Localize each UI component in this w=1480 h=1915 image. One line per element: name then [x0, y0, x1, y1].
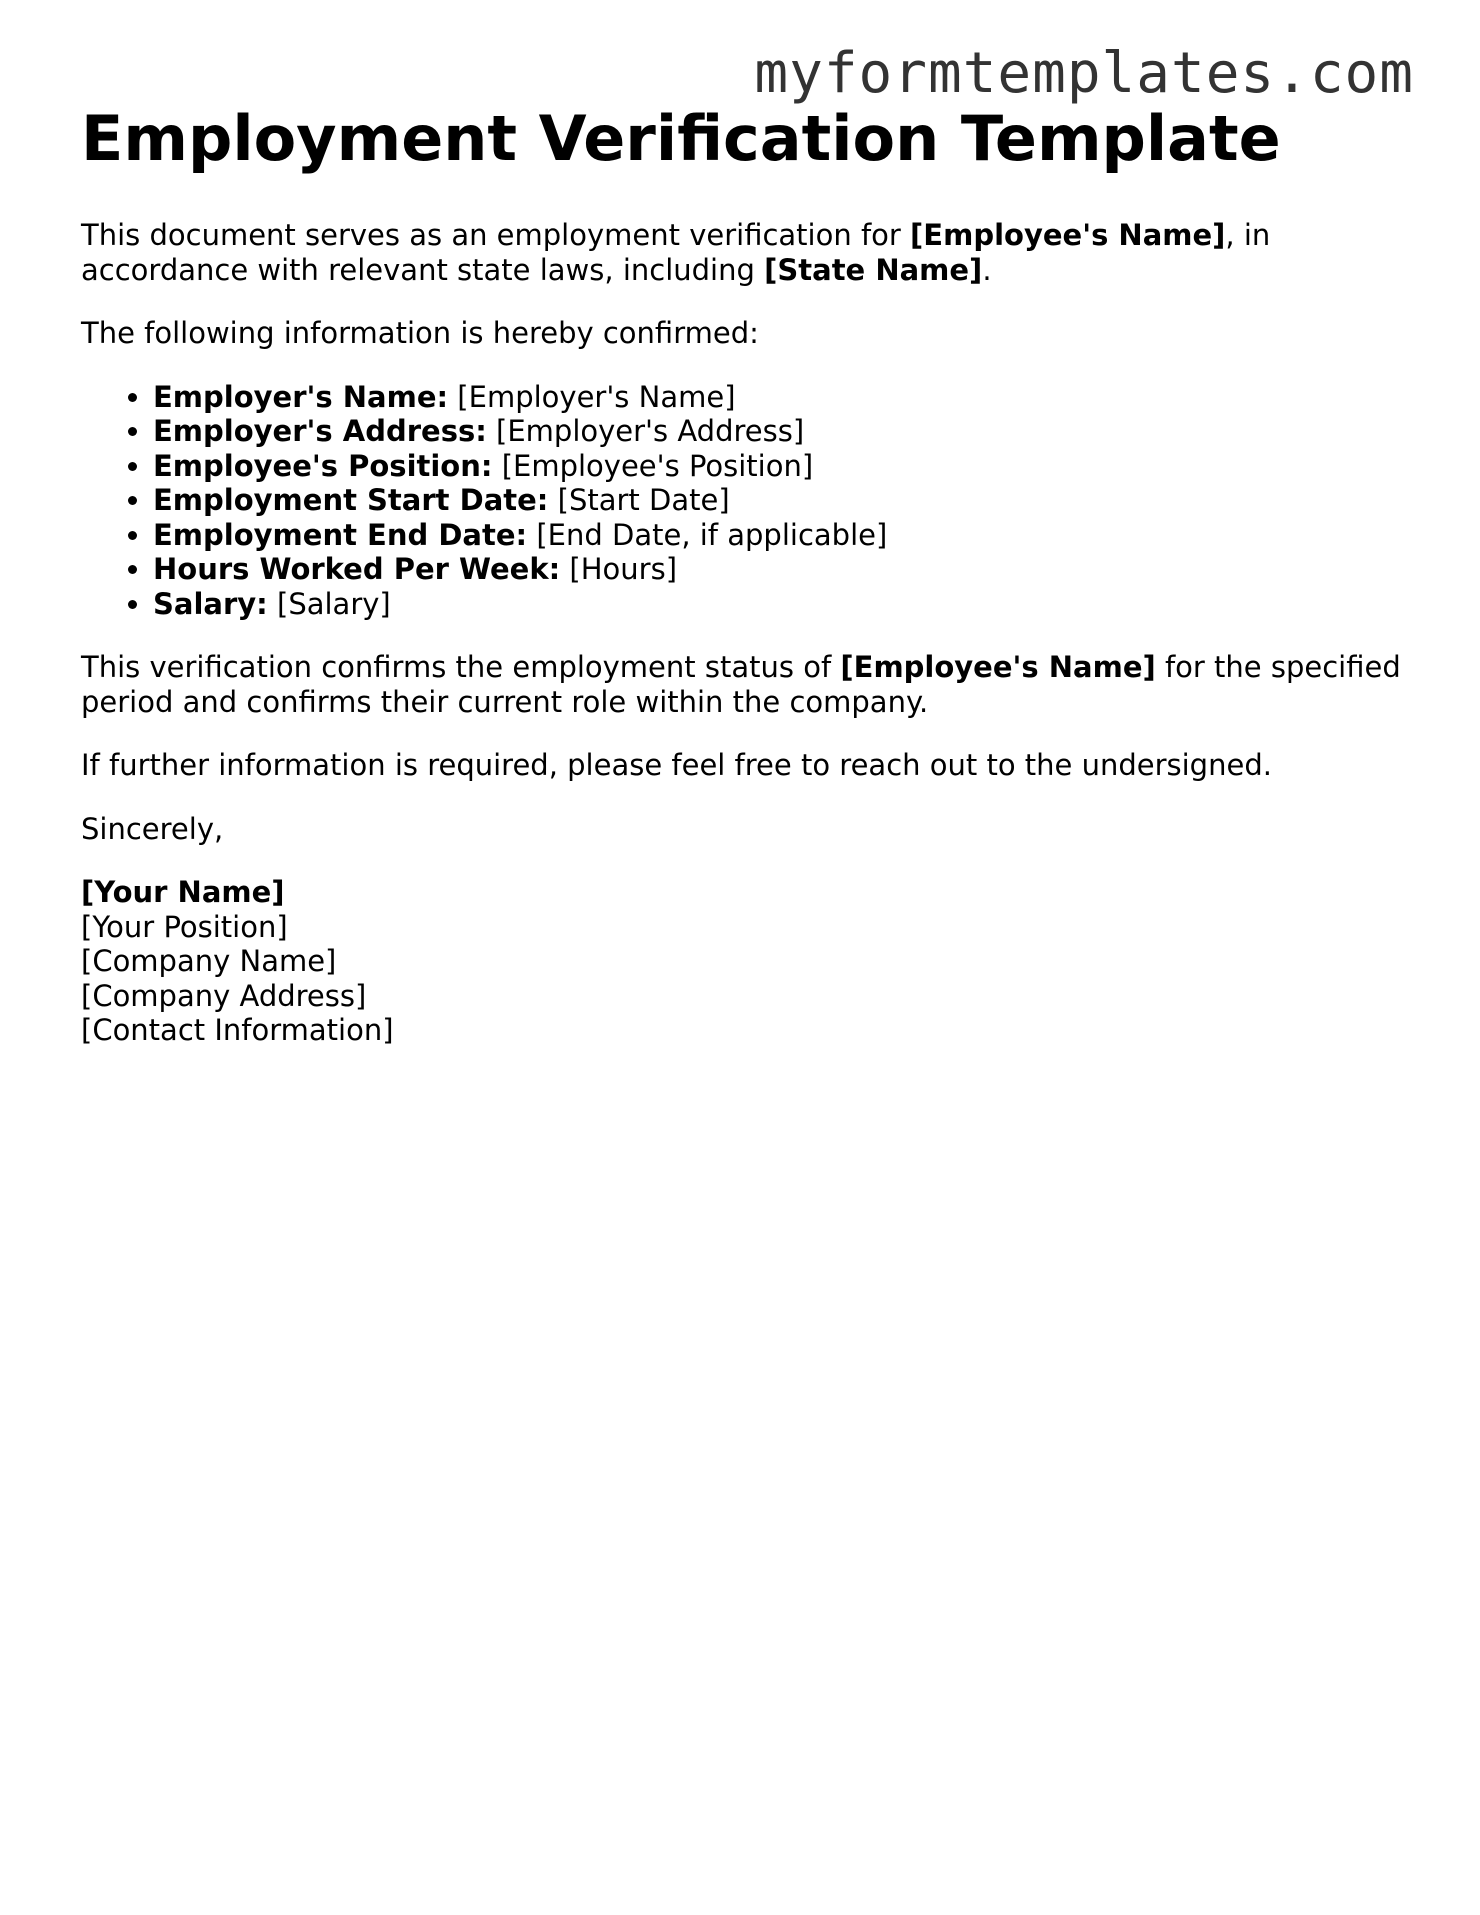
field-label: Salary: [153, 586, 268, 621]
confirm-text-2: for the specified period and confirms their current role within the company. [81, 650, 1401, 719]
signature-contact: [Contact Information] [81, 1013, 394, 1047]
list-item [153, 414, 1411, 449]
document-title: Employment Verification Template [81, 102, 1281, 175]
field-value: [End Date, if applicable] [527, 517, 888, 552]
field-value: [Start Date] [548, 483, 730, 517]
following-paragraph: The following information is hereby confirmed: [81, 316, 759, 350]
list-item [153, 483, 1411, 518]
field-label: Employment End Date: [153, 517, 528, 552]
signature-company: [Company Name] [81, 944, 337, 978]
signature-position: [Your Position] [81, 909, 288, 944]
list-item [153, 587, 1411, 622]
confirm-paragraph [81, 650, 1411, 719]
fields-list [81, 380, 1411, 622]
signature-address: [Company Address] [81, 978, 367, 1013]
signature-name: [Your Name] [81, 875, 285, 909]
field-value: [Employer's Name] [448, 379, 736, 414]
intro-text-2: , in accordance with relevant state laws, including [81, 218, 1271, 287]
intro-state-name: [State Name] [764, 252, 983, 287]
intro-text-3: . [982, 252, 992, 287]
field-label: Hours Worked Per Week: [153, 552, 561, 586]
list-item [153, 380, 1411, 415]
field-value: [Hours] [560, 552, 678, 586]
closing-text: Sincerely, [81, 811, 224, 846]
field-value: [Employee's Position] [492, 448, 814, 483]
field-label: Employment Start Date: [153, 483, 549, 517]
list-item [153, 518, 1411, 553]
field-label: Employer's Address: [153, 414, 487, 448]
field-value: [Salary] [267, 586, 391, 621]
list-item [153, 552, 1411, 587]
further-paragraph: If further information is required, please feel free to reach out to the undersigned. [81, 748, 1272, 782]
watermark-logo: myformtemplates.com [754, 41, 1414, 106]
intro-paragraph [81, 218, 1411, 287]
document-page [81, 104, 1411, 1048]
field-label: Employee's Position: [153, 448, 493, 483]
field-label: Employer's Name: [153, 379, 449, 414]
intro-text-1: This document serves as an employment verification for [81, 218, 911, 252]
field-value: [Employer's Address] [486, 414, 805, 448]
confirm-employee-name: [Employee's Name] [840, 650, 1156, 684]
intro-employee-name: [Employee's Name] [910, 218, 1226, 252]
list-item [153, 449, 1411, 484]
signature-block [81, 875, 1411, 1048]
confirm-text-1: This verification confirms the employment status of [81, 650, 841, 684]
